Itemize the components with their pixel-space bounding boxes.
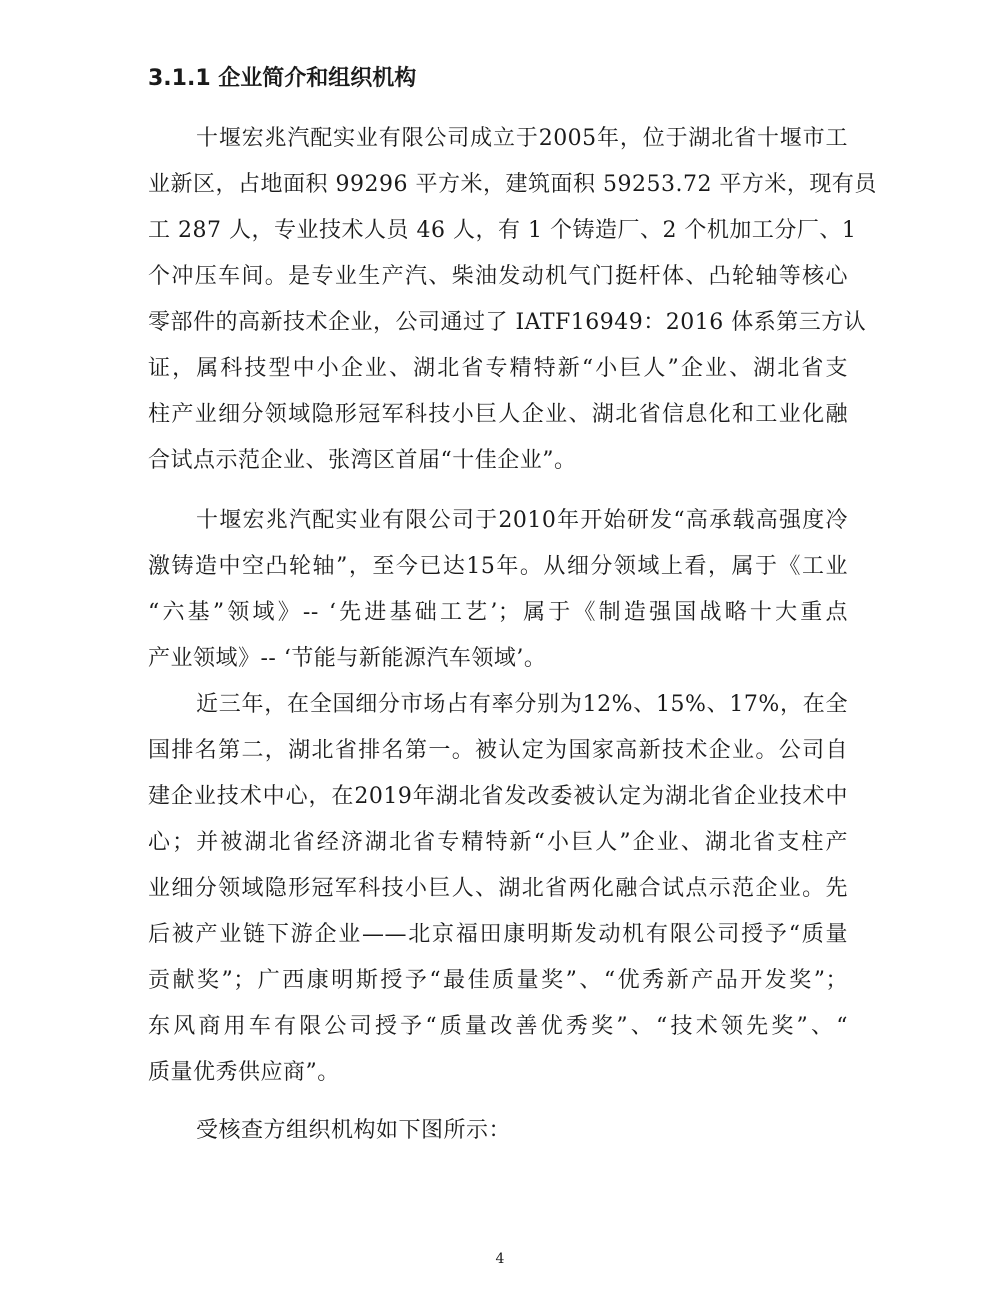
text-line: 合试点示范企业、张湾区首届“十佳企业”。 — [148, 448, 577, 473]
text-line: 受核查方组织机构如下图所示： — [196, 1118, 512, 1143]
text-line: 业新区，占地面积 99296 平方米，建筑面积 59253.72 平方米，现有员 — [148, 172, 877, 197]
text-line: 质量优秀供应商”。 — [148, 1060, 340, 1085]
text-line: 工 287 人，专业技术人员 46 人，有 1 个铸造厂、2 个机加工分厂、1 — [148, 218, 857, 243]
paragraph-market-awards — [148, 682, 848, 1096]
text-line: 东风商用车有限公司授予“质量改善优秀奖”、“技术领先奖”、“ — [148, 1014, 848, 1039]
text-line: 证，属科技型中小企业、湖北省专精特新“小巨人”企业、湖北省支 — [148, 356, 848, 381]
paragraph-company-intro — [148, 116, 877, 484]
text-line: 产业领域》-- ‘节能与新能源汽车领域’。 — [148, 646, 547, 671]
text-line: 激铸造中空凸轮轴”，至今已达15年。从细分领域上看，属于《工业 — [148, 554, 848, 579]
text-line: 后被产业链下游企业——北京福田康明斯发动机有限公司授予“质量 — [148, 922, 848, 947]
text-line: 业细分领域隐形冠军科技小巨人、湖北省两化融合试点示范企业。先 — [148, 876, 848, 901]
text-line: 零部件的高新技术企业，公司通过了 IATF16949：2016 体系第三方认 — [148, 310, 867, 335]
text-line: 国排名第二，湖北省排名第一。被认定为国家高新技术企业。公司自 — [148, 738, 848, 763]
text-line: 建企业技术中心，在2019年湖北省发改委被认定为湖北省企业技术中 — [148, 784, 848, 809]
text-line: 贡献奖”；广西康明斯授予“最佳质量奖”、“优秀新产品开发奖”； — [148, 968, 848, 993]
text-line: 柱产业细分领域隐形冠军科技小巨人企业、湖北省信息化和工业化融 — [148, 402, 848, 427]
paragraph-org-chart-intro — [148, 1108, 848, 1154]
text-line: 心；并被湖北省经济湖北省专精特新“小巨人”企业、湖北省支柱产 — [148, 830, 848, 855]
text-line: 近三年，在全国细分市场占有率分别为12%、15%、17%，在全 — [196, 692, 848, 717]
section-heading: 3.1.1 企业简介和组织机构 — [148, 66, 417, 91]
page-number: 4 — [495, 1251, 505, 1267]
text-line: 十堰宏兆汽配实业有限公司成立于2005年，位于湖北省十堰市工 — [196, 126, 848, 151]
text-line: 个冲压车间。是专业生产汽、柴油发动机气门挺杆体、凸轮轴等核心 — [148, 264, 848, 289]
text-line: “六基”领域》-- ‘先进基础工艺’；属于《制造强国战略十大重点 — [148, 600, 848, 625]
text-line: 十堰宏兆汽配实业有限公司于2010年开始研发“高承载高强度冷 — [196, 508, 848, 533]
paragraph-research-history — [148, 498, 848, 682]
